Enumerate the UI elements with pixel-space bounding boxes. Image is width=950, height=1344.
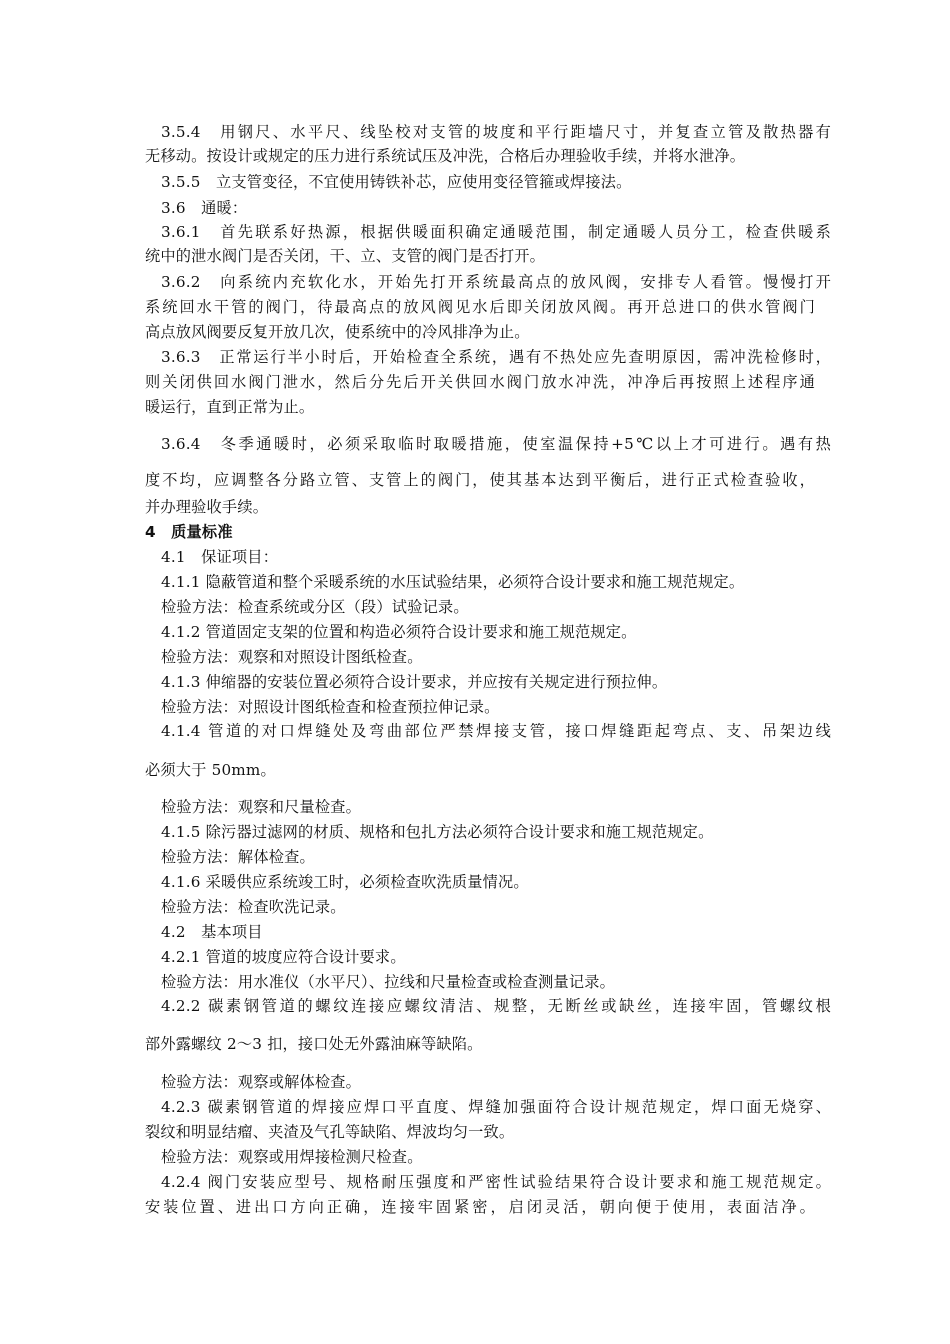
text-line: 暖运行，直到正常为止。 [145,398,315,416]
text-line: 检验方法：观察和对照设计图纸检查。 [161,648,423,666]
section-heading: 3.6 通暖： [161,199,248,217]
text-line: 度不均，应调整各分路立管、支管上的阀门，使其基本达到平衡后，进行正式检查验收， [145,471,815,489]
text-line: 4.1.5 除污器过滤网的材质、规格和包扎方法必须符合设计要求和施工规范规定。 [161,823,714,841]
text-line: 检验方法：观察和尺量检查。 [161,798,362,816]
section-heading: 4.1 保证项目： [161,548,279,566]
text-line: 统中的泄水阀门是否关闭，干、立、支管的阀门是否打开。 [145,247,546,265]
text-line: 4.2.1 管道的坡度应符合设计要求。 [161,948,406,966]
text-line: 3.5.5 立支管变径，不宜使用铸铁补芯，应使用变径管箍或焊接法。 [161,173,632,191]
text-line: 高点放风阀要反复开放几次，使系统中的冷风排净为止。 [145,323,530,341]
text-line: 4.1.4 管道的对口焊缝处及弯曲部位严禁焊接支管，接口焊缝距起弯点、支、吊架边线 [161,722,831,740]
text-line: 4.2.2 碳素钢管道的螺纹连接应螺纹清洁、规整，无断丝或缺丝，连接牢固，管螺纹根 [161,997,831,1015]
text-line: 并办理验收手续。 [145,498,269,516]
text-line: 检验方法：用水准仪（水平尺）、拉线和尺量检查或检查测量记录。 [161,973,616,991]
text-line: 3.6.4 冬季通暖时，必须采取临时取暖措施，使室温保持+5℃以上才可进行。遇有热 [161,435,831,453]
text-line: 4.1.1 隐蔽管道和整个采暖系统的水压试验结果，必须符合设计要求和施工规范规定。 [161,573,745,591]
text-line: 3.6.3 正常运行半小时后，开始检查全系统，遇有不热处应先查明原因，需冲洗检修时， [161,348,831,366]
text-line: 裂纹和明显结瘤、夹渣及气孔等缺陷、焊波均匀一致。 [145,1123,515,1141]
chapter-heading: 4 质量标准 [145,523,233,541]
text-line: 3.6.1 首先联系好热源，根据供暖面积确定通暖范围，制定通暖人员分工，检查供暖系 [161,223,831,241]
text-line: 检验方法：观察或解体检查。 [161,1073,362,1091]
text-line: 系统回水干管的阀门，待最高点的放风阀见水后即关闭放风阀。再开总进口的供水管阀门 [145,298,815,316]
text-line: 检验方法：对照设计图纸检查和检查预拉伸记录。 [161,698,500,716]
text-line: 检验方法：检查系统或分区（段）试验记录。 [161,598,469,616]
text-line: 4.1.3 伸缩器的安装位置必须符合设计要求，并应按有关规定进行预拉伸。 [161,673,668,691]
text-line: 检验方法：解体检查。 [161,848,315,866]
text-line: 部外露螺纹 2～3 扣，接口处无外露油麻等缺陷。 [145,1035,483,1053]
text-line: 安装位置、进出口方向正确，连接牢固紧密，启闭灵活，朝向便于使用，表面洁净。 [145,1198,815,1216]
text-line: 检验方法：检查吹洗记录。 [161,898,346,916]
text-line: 4.1.2 管道固定支架的位置和构造必须符合设计要求和施工规范规定。 [161,623,637,641]
text-line: 4.1.6 采暖供应系统竣工时，必须检查吹洗质量情况。 [161,873,529,891]
text-line: 检验方法：观察或用焊接检测尺检查。 [161,1148,423,1166]
text-line: 3.6.2 向系统内充软化水，开始先打开系统最高点的放风阀，安排专人看管。慢慢打开 [161,273,831,291]
section-heading: 4.2 基本项目 [161,923,263,941]
text-line: 无移动。按设计或规定的压力进行系统试压及冲洗，合格后办理验收手续，并将水泄净。 [145,147,746,165]
text-line: 必须大于 50mm。 [145,761,276,779]
text-line: 3.5.4 用钢尺、水平尺、线坠校对支管的坡度和平行距墙尺寸，并复查立管及散热器有 [161,123,831,141]
text-line: 则关闭供回水阀门泄水，然后分先后开关供回水阀门放水冲洗，冲净后再按照上述程序通 [145,373,815,391]
text-line: 4.2.4 阀门安装应型号、规格耐压强度和严密性试验结果符合设计要求和施工规范规定。 [161,1173,831,1191]
text-line: 4.2.3 碳素钢管道的焊接应焊口平直度、焊缝加强面符合设计规范规定，焊口面无烧穿、 [161,1098,831,1116]
